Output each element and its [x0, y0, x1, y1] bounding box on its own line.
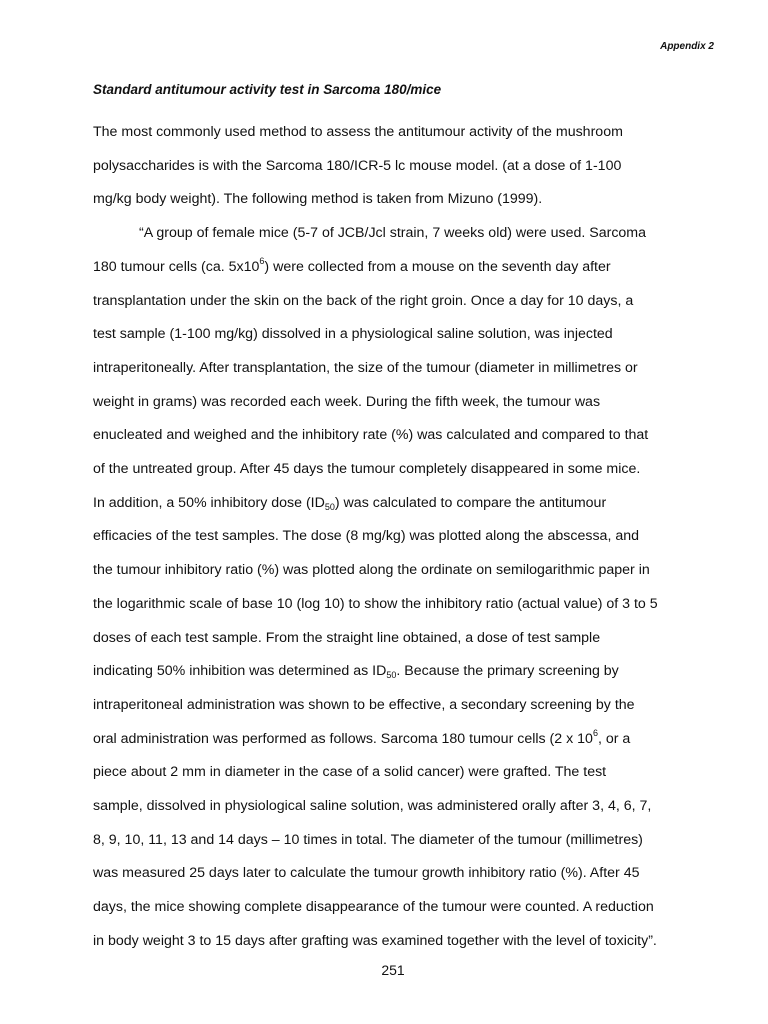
quote-start-line: “A group of female mice (5-7 of JCB/Jcl strain, 7 weeks old) were used. Sarcoma [139, 225, 647, 242]
text-line: mg/kg body weight). The following method is taken from Mizuno (1999). [93, 191, 543, 208]
text-line: efficacies of the test samples. The dose (8 mg/kg) was plotted along the abscessa, and [93, 528, 640, 545]
text-line: enucleated and weighed and the inhibitory rate (%) was calculated and compared to that [93, 427, 649, 444]
text-line: weight in grams) was recorded each week. During the fifth week, the tumour was [93, 393, 601, 410]
text-line: in body weight 3 to 15 days after grafting was examined together with the level of toxicity”. [93, 932, 657, 949]
text-line: The most commonly used method to assess the antitumour activity of the mushroom [93, 124, 623, 140]
text-line: intraperitoneally. After transplantation, the size of the tumour (diameter in millimetres or [93, 359, 638, 376]
text-line: was measured 25 days later to calculate the tumour growth inhibitory ratio (%). After 45 [93, 865, 640, 882]
text-line: transplantation under the skin on the back of the right groin. Once a day for 10 days, a [93, 292, 634, 309]
text-line: 8, 9, 10, 11, 13 and 14 days – 10 times in total. The diameter of the tumour (millimetres) [93, 831, 643, 848]
text-line: intraperitoneal administration was shown to be effective, a secondary screening by the [93, 696, 635, 713]
text-line: polysaccharides is with the Sarcoma 180/ICR-5 lc mouse model. (at a dose of 1-100 [93, 157, 622, 174]
text-line: the logarithmic scale of base 10 (log 10) to show the inhibitory ratio (actual value) of 3 to 5 [93, 595, 658, 612]
text-line: doses of each test sample. From the straight line obtained, a dose of test sample [93, 629, 601, 646]
appendix-header: Appendix 2 [660, 41, 714, 52]
section-title: Standard antitumour activity test in Sarcoma 180/mice [93, 82, 442, 97]
text-line: the tumour inhibitory ratio (%) was plotted along the ordinate on semilogarithmic paper in [93, 562, 650, 579]
text-line: test sample (1-100 mg/kg) dissolved in a physiological saline solution, was injected [93, 326, 613, 343]
text-line: 180 tumour cells (ca. $5x10^6$) were collected from a mouse on the seventh day after [93, 255, 611, 275]
text-line: of the untreated group. After 45 days the tumour completely disappeared in some mice. [93, 461, 641, 478]
text-line: In addition, a 50% inhibitory dose $(ID_{50})$ was calculated to compare the antitumour [93, 494, 607, 512]
text-line: indicating 50% inhibition was determined as $ID_{50}$. Because the primary screening by [93, 663, 619, 681]
text-line: piece about 2 mm in diameter in the case of a solid cancer) were grafted. The test [93, 764, 607, 781]
text-line: sample, dissolved in physiological saline solution, was administered orally after 3, 4, 6, 7, [93, 798, 652, 815]
body-text [93, 116, 713, 959]
text-line: oral administration was performed as follows. Sarcoma 180 tumour cells (2 x $10^6$, or a [93, 727, 631, 747]
text-line: days, the mice showing complete disappearance of the tumour were counted. A reduction [93, 899, 654, 916]
page-number: 251 [381, 962, 405, 978]
